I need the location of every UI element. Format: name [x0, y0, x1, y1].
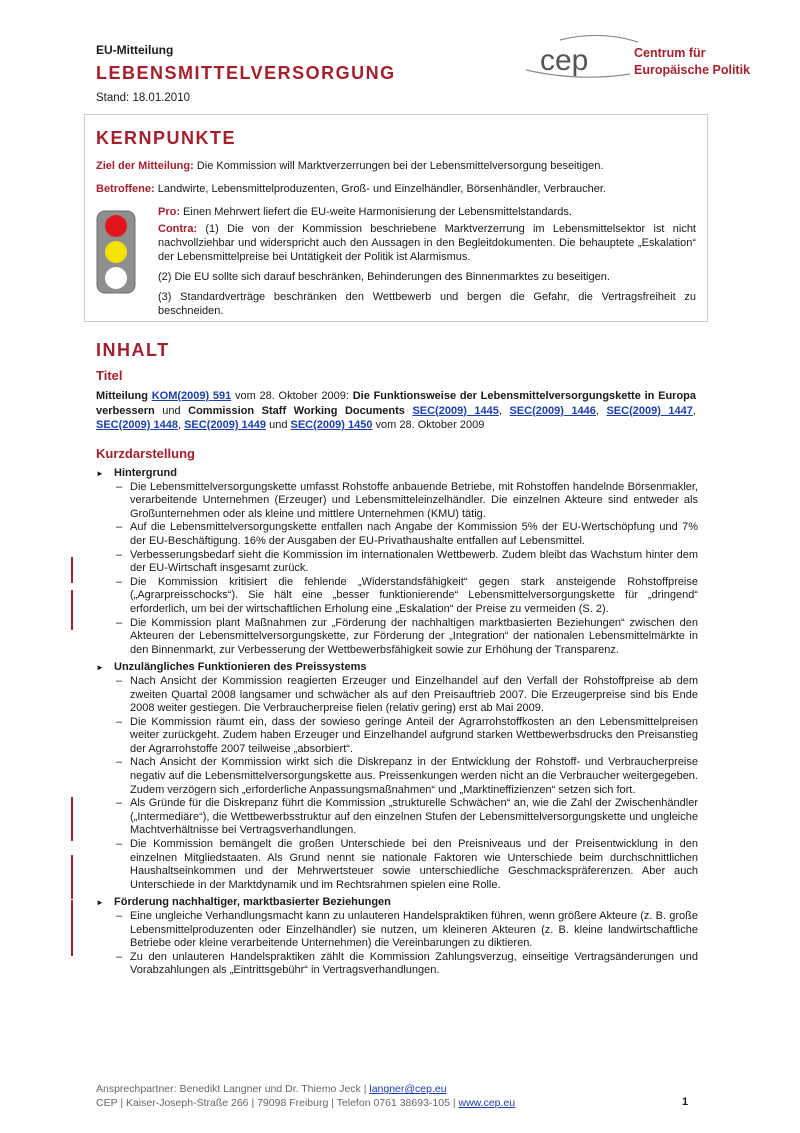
list-item-text: Die Kommission kritisiert die fehlende „Widerstandsfähigkeit“ gegen stark ansteigende Rohstoffpreise („Agrarpreisschocks“). Sie hält eine „besser funktionierende“ Lebensmittelversorgungskette für „dringend“ erforderlich, um bei der wirtschaftlichen Erholung eine „Eskalation“ der Preise zu vermeiden (S. 2). — [130, 575, 698, 615]
list-item — [96, 617, 698, 658]
arrow-right-icon: ► — [96, 663, 104, 673]
titel-part: und — [154, 404, 189, 417]
contra-3: (3) Standardverträge beschränken den Wettbewerb und bergen die Gefahr, die Vertragsfreiheit zu beschneiden. — [158, 291, 696, 317]
titel-part: vom 28. Oktober 2009: — [231, 390, 353, 402]
titel-bold: Die Funktionsweise der Lebensmittelversorgungskette in Europa verbessern — [96, 390, 696, 417]
change-marker — [71, 590, 73, 630]
betroffene-line — [96, 182, 696, 196]
titel-bold: Commission Staff Working Documents — [188, 404, 405, 417]
dash-icon: – — [116, 910, 123, 922]
section-preissystem — [96, 661, 698, 892]
kurzdarstellung-heading: Kurzdarstellung — [96, 446, 195, 461]
logo-wordmark: cep — [540, 44, 589, 77]
sec-2009-1446-link[interactable]: SEC(2009) 1446 — [509, 404, 596, 417]
doc-type: EU-Mitteilung — [96, 43, 174, 57]
yellow-light — [105, 241, 127, 263]
list-item-text: Die Lebensmittelversorgungskette umfasst Rohstoffe anbauende Betriebe, mit Rohstoffen handelnde Börsenmakler, verarbeitende Unternehmen (Erzeuger) und Lebensmitteleinzelhändler. Die einzelnen Akteure sind entweder als Großunternehmen oder als kleine und mittlere Unternehmen (KMU) tätig. — [130, 480, 698, 520]
white-light — [105, 267, 127, 289]
titel-part: , — [498, 404, 510, 417]
list-item-text: Eine ungleiche Verhandlungsmacht kann zu unlauteren Handelspraktiken führen, wenn größere Akteure (z. B. große Lebensmittelproduzenten oder Einzelhändler) sie nutzen, um kleineren Akteuren (z. B. kleine landwirtschaftliche Betriebe oder kleine verarbeitende Unternehmen) die Vereinbarungen zu diktieren. — [130, 910, 698, 950]
email-link[interactable]: langner@cep.eu — [369, 1083, 447, 1095]
betroffene-text: Landwirte, Lebensmittelproduzenten, Groß- und Einzelhändler, Börsenhändler, Verbraucher. — [154, 183, 606, 195]
dash-icon: – — [116, 715, 123, 728]
contra-2: (2) Die EU sollte sich darauf beschränken, Behinderungen des Binnenmarktes zu beseitigen. — [158, 271, 610, 283]
change-marker — [71, 557, 73, 583]
inhalt-heading: INHALT — [96, 340, 170, 360]
list-item — [96, 481, 698, 522]
sec-2009-1448-link[interactable]: SEC(2009) 1448 — [96, 419, 178, 431]
section-heading-text: Unzulängliches Funktionieren des Preissystems — [114, 661, 367, 674]
list-item-text: Verbesserungsbedarf sieht die Kommission im internationalen Wettbewerb. Zudem bleibt das Wachstum hinter dem der EU-Wirtschaft insgesamt zurück. — [130, 548, 698, 575]
section-heading — [96, 896, 698, 910]
contra-label: Contra: — [158, 223, 198, 235]
sec-2009-1447-link[interactable]: SEC(2009) 1447 — [606, 404, 693, 417]
sec-2009-1450-link[interactable]: SEC(2009) 1450 — [290, 419, 373, 431]
org-name-line1: Centrum für — [634, 46, 706, 60]
section-heading-text: Hintergrund — [114, 467, 177, 479]
list-item — [96, 521, 698, 548]
website-link[interactable]: www.cep.eu — [458, 1097, 516, 1109]
list-item — [96, 951, 698, 978]
pro-line — [158, 205, 696, 219]
list-item — [96, 716, 698, 757]
page-number: 1 — [682, 1096, 689, 1108]
titel-heading: Titel — [96, 368, 123, 383]
change-marker — [71, 797, 73, 841]
dash-icon: – — [116, 480, 123, 493]
dash-icon: – — [116, 674, 123, 687]
section-heading — [96, 467, 698, 481]
titel-paragraph — [96, 389, 696, 433]
titel-part: , — [692, 404, 696, 417]
list-item — [96, 797, 698, 838]
traffic-light-icon — [96, 210, 136, 294]
footer — [96, 1082, 515, 1110]
section-heading — [96, 661, 698, 675]
footer-contact — [96, 1082, 515, 1096]
dash-icon: – — [116, 756, 123, 769]
sec-2009-1445-link[interactable]: SEC(2009) 1445 — [412, 404, 499, 417]
list-item — [96, 675, 698, 716]
list-item — [96, 549, 698, 576]
dash-icon: – — [116, 797, 123, 810]
dash-icon: – — [116, 521, 123, 534]
list-item-text: Nach Ansicht der Kommission wirkt sich die Diskrepanz in der Entwicklung der Rohstoff- und Verbraucherpreise negativ auf die Lebensmittelversorgungskette aus. Preissenkungen werden nicht an die Verbraucher weitergegeben. Zudem verzögern sich „erforderliche Anpassungsmaßnahmen“ und „Marktineffizienzen“ setzen sich fort. — [130, 756, 698, 796]
doc-date: Stand: 18.01.2010 — [96, 92, 190, 104]
footer-contact-text: Ansprechpartner: Benedikt Langner und Dr. Thiemo Jeck | — [96, 1083, 370, 1095]
arrow-right-icon: ► — [96, 898, 104, 908]
list-item — [96, 756, 698, 797]
arrow-right-icon: ► — [96, 469, 104, 478]
betroffene-label: Betroffene: — [96, 183, 155, 195]
list-item-text: Zu den unlauteren Handelspraktiken zählt die Kommission Zahlungsverzug, einseitige Vertragsänderungen und Vorabzahlungen als „Eintrittsgebühr“ in Vertragsverhandlungen. — [130, 950, 698, 977]
list-item-text: Die Kommission plant Maßnahmen zur „Förderung der nachhaltigen marktbasierten Beziehungen“ zwischen den Akteuren der Lebensmittelversorgungskette, zur Förderung der „Integration“ der nationalen Lebensmittelmärkte in den Binnenmarkt, zur Verbesserung der Wettbewerbsfähigkeit sowie zur Erhöhung der Transparenz. — [130, 616, 698, 656]
titel-part: , — [595, 404, 607, 417]
ziel-line — [96, 159, 696, 173]
section-heading-text: Förderung nachhaltiger, marktbasierter Beziehungen — [114, 896, 391, 909]
list-item-text: Nach Ansicht der Kommission reagierten Erzeuger und Einzelhandel auf den Verfall der Rohstoffpreise ab dem zweiten Quartal 2008 langsamer und schwächer als auf den Preisauftrieb 2007. Die Erzeugerpreise sind bis Ende 2008 weiter gestiegen. Die Verbraucherpreise fielen (relativ gering) erst ab Mai 2009. — [130, 674, 698, 715]
footer-address — [96, 1096, 515, 1110]
org-name-line2: Europäische Politik — [634, 63, 751, 77]
kurzdarstellung-content — [96, 467, 698, 982]
dash-icon: – — [116, 548, 123, 561]
section-hintergrund — [96, 467, 698, 657]
titel-part: Mitteilung — [96, 390, 152, 402]
list-item — [96, 910, 698, 951]
pro-text: Einen Mehrwert liefert die EU-weite Harmonisierung der Lebensmittelstandards. — [180, 206, 572, 218]
red-light — [105, 215, 127, 237]
sec-2009-1449-link[interactable]: SEC(2009) 1449 — [184, 419, 267, 431]
list-item-text: Die Kommission bemängelt die großen Unterschiede bei den Preisniveaus und der Preisentwicklung in den einzelnen Mitgliedstaaten. Als Grund nennt sie nationale Faktoren wie Unterschiede beim durchschnittlichen Haushaltseinkommen und der Mehrwertsteuer sowie unterschiedliche Geschmackspräferenzen. Aber auch Unterschiede in der Marktdynamik und im Rechtsrahmen spielen eine Rolle. — [130, 838, 698, 891]
ziel-label: Ziel der Mitteilung: — [96, 160, 194, 172]
kom-2009-591-link[interactable]: KOM(2009) 591 — [151, 390, 232, 402]
change-marker — [71, 855, 73, 899]
list-item — [96, 838, 698, 892]
ziel-text: Die Kommission will Marktverzerrungen bei der Lebensmittelversorgung beseitigen. — [193, 160, 604, 172]
footer-address-text: CEP | Kaiser-Joseph-Straße 266 | 79098 Freiburg | Telefon 0761 38693-105 | — [96, 1097, 459, 1109]
titel-part: , — [177, 419, 185, 431]
org-name — [634, 45, 750, 79]
contra-line — [158, 222, 696, 264]
dash-icon: – — [116, 950, 123, 963]
dash-icon: – — [116, 575, 123, 588]
contra-text: (1) Die von der Kommission beschriebene Marktverzerrung im Lebensmittelsektor ist nicht nachvollziehbar und widerspricht auch den Aussagen in den Begleitdokumenten. Die behauptete „Eskalation“ der Lebensmittelpreise bei Untätigkeit der Politik ist Alarmismus. — [158, 223, 696, 263]
titel-part: vom 28. Oktober 2009 — [372, 419, 485, 431]
change-marker — [71, 900, 73, 956]
list-item-text: Als Gründe für die Diskrepanz führt die Kommission „strukturelle Schwächen“ an, wie die Zahl der Zwischenhändler („Intermediäre“), die Wettbewerbsstruktur auf den einzelnen Stufen der Lebensmittelversorgungskette und ungleiche Machtverhältnisse bei Vertragsverhandlungen. — [130, 797, 698, 837]
pro-label: Pro: — [158, 206, 180, 218]
dash-icon: – — [116, 838, 123, 851]
section-beziehungen — [96, 896, 698, 978]
page-title: LEBENSMITTELVERSORGUNG — [96, 63, 396, 83]
list-item-text: Die Kommission räumt ein, dass der sowieso geringe Anteil der Agrarrohstoffkosten an den Lebensmittelpreisen weiter zurückgeht. Zudem haben Erzeuger und Einzelhandel aufgrund starken Wettbewerbsdrucks den Preisanstieg der Agrarrohstoffe 2007 teilweise „absorbiert“. — [130, 715, 698, 755]
list-item-text: Auf die Lebensmittelversorgungskette entfallen nach Angabe der Kommission 5% der EU-Wertschöpfung und 7% der EU-Beschäftigung. 16% der Ausgaben der EU-Privathaushalte entfallen auf Lebensmittel. — [130, 521, 698, 547]
titel-part: und — [266, 419, 291, 431]
dash-icon: – — [116, 616, 123, 629]
list-item — [96, 576, 698, 617]
kernpunkte-heading: KERNPUNKTE — [96, 128, 237, 148]
